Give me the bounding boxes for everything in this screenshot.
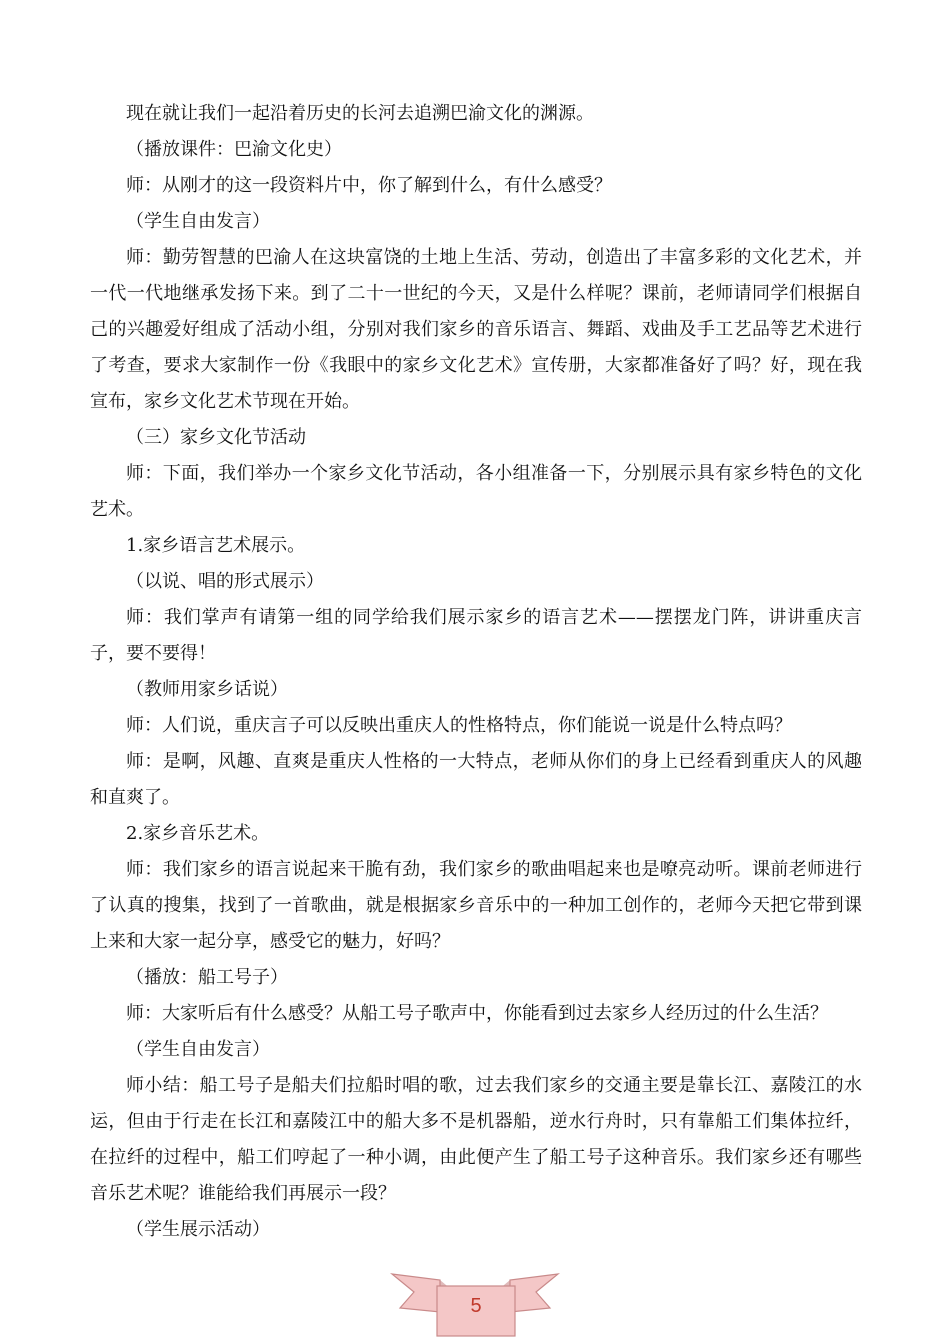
paragraph: （学生自由发言） [126,211,270,232]
paragraph: 师：从刚才的这一段资料片中，你了解到什么，有什么感受？ [126,175,612,196]
paragraph: 师：是啊，风趣、直爽是重庆人性格的一大特点，老师从你们的身上已经看到重庆人的风趣和直爽了。 [90,751,862,808]
document-body [90,96,862,1248]
paragraph: （播放：船工号子） [126,967,288,988]
paragraph: 师：我们掌声有请第一组的同学给我们展示家乡的语言艺术——摆摆龙门阵，讲讲重庆言子，要不要得！ [90,607,862,664]
subsection-heading: 1.家乡语言艺术展示。 [126,535,306,556]
paragraph: （以说、唱的形式展示） [126,571,324,592]
paragraph: 师：人们说，重庆言子可以反映出重庆人的性格特点，你们能说一说是什么特点吗？ [126,715,792,736]
paragraph: 师：大家听后有什么感受？从船工号子歌声中，你能看到过去家乡人经历过的什么生活？ [126,1003,828,1024]
paragraph: （学生展示活动） [126,1219,270,1240]
paragraph: （教师用家乡话说） [126,679,288,700]
paragraph: 师：我们家乡的语言说起来干脆有劲，我们家乡的歌曲唱起来也是嘹亮动听。课前老师进行了认真的搜集，找到了一首歌曲，就是根据家乡音乐中的一种加工创作的，老师今天把它带到课上来和大家一起分享，感受它的魅力，好吗？ [90,859,862,952]
section-heading: （三）家乡文化节活动 [126,427,306,448]
subsection-heading: 2.家乡音乐艺术。 [126,823,270,844]
paragraph: 师：勤劳智慧的巴渝人在这块富饶的土地上生活、劳动，创造出了丰富多彩的文化艺术，并一代一代地继承发扬下来。到了二十一世纪的今天，又是什么样呢？课前，老师请同学们根据自己的兴趣爱好组成了活动小组，分别对我们家乡的音乐语言、舞蹈、戏曲及手工艺品等艺术进行了考查，要求大家制作一份《我眼中的家乡文化艺术》宣传册，大家都准备好了吗？好，现在我宣布，家乡文化艺术节现在开始。 [90,247,862,412]
paragraph: 师小结：船工号子是船夫们拉船时唱的歌，过去我们家乡的交通主要是靠长江、嘉陵江的水运，但由于行走在长江和嘉陵江中的船大多不是机器船，逆水行舟时，只有靠船工们集体拉纤，在拉纤的过程中，船工们哼起了一种小调，由此便产生了船工号子这种音乐。我们家乡还有哪些音乐艺术呢？谁能给我们再展示一段？ [90,1075,862,1204]
paragraph: 师：下面，我们举办一个家乡文化节活动，各小组准备一下，分别展示具有家乡特色的文化艺术。 [90,463,862,520]
paragraph: （学生自由发言） [126,1039,270,1060]
page-number: 5 [470,1295,482,1317]
paragraph: 现在就让我们一起沿着历史的长河去追溯巴渝文化的渊源。 [126,103,594,124]
paragraph: （播放课件：巴渝文化史） [126,139,342,160]
